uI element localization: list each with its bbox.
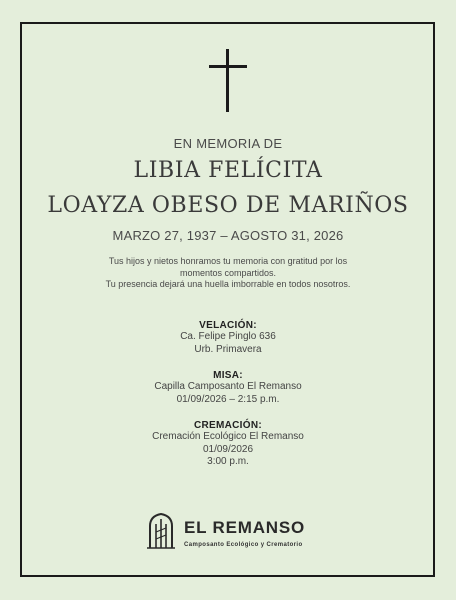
in-memoria-label: EN MEMORIA DE xyxy=(173,136,283,151)
cremacion-section xyxy=(0,420,456,469)
misa-section xyxy=(0,370,456,406)
cremacion-detail-line: 3:00 p.m. xyxy=(207,456,249,467)
misa-detail-line: Capilla Camposanto El Remanso xyxy=(154,381,302,392)
deceased-name-line-1: LIBIA FELÍCITA xyxy=(133,158,323,183)
life-dates: MARZO 27, 1937 – AGOSTO 31, 2026 xyxy=(112,228,344,243)
velacion-title: VELACIÓN: xyxy=(199,320,257,331)
logo-tagline: Camposanto Ecológico y Crematorio xyxy=(184,542,303,548)
misa-title: MISA: xyxy=(213,370,243,381)
cremacion-detail-line: 01/09/2026 xyxy=(202,443,254,455)
velacion-section xyxy=(0,320,456,356)
cremacion-detail-line: Cremación Ecológico El Remanso xyxy=(152,431,304,442)
el-remanso-logo-icon xyxy=(146,512,176,550)
logo-wordmark: EL REMANSO xyxy=(184,518,306,537)
cross-icon xyxy=(209,49,247,112)
cremacion-title: CREMACIÓN: xyxy=(194,420,262,431)
velacion-address-line: Ca. Felipe Pinglo 636 xyxy=(180,331,276,342)
tribute-message-line: Tu presencia dejará una huella imborrable en todos nosotros. xyxy=(105,279,351,289)
tribute-message-line: Tus hijos y nietos honramos tu memoria con gratitud por los xyxy=(108,256,348,266)
el-remanso-logo xyxy=(146,512,316,556)
tribute-message xyxy=(0,256,456,291)
velacion-address-line: Urb. Primavera xyxy=(194,343,262,355)
misa-detail-line: 01/09/2026 – 2:15 p.m. xyxy=(176,393,280,405)
tribute-message-line: momentos compartidos. xyxy=(179,267,277,278)
deceased-name-line-2: LOAYZA OBESO DE MARIÑOS xyxy=(47,193,409,218)
